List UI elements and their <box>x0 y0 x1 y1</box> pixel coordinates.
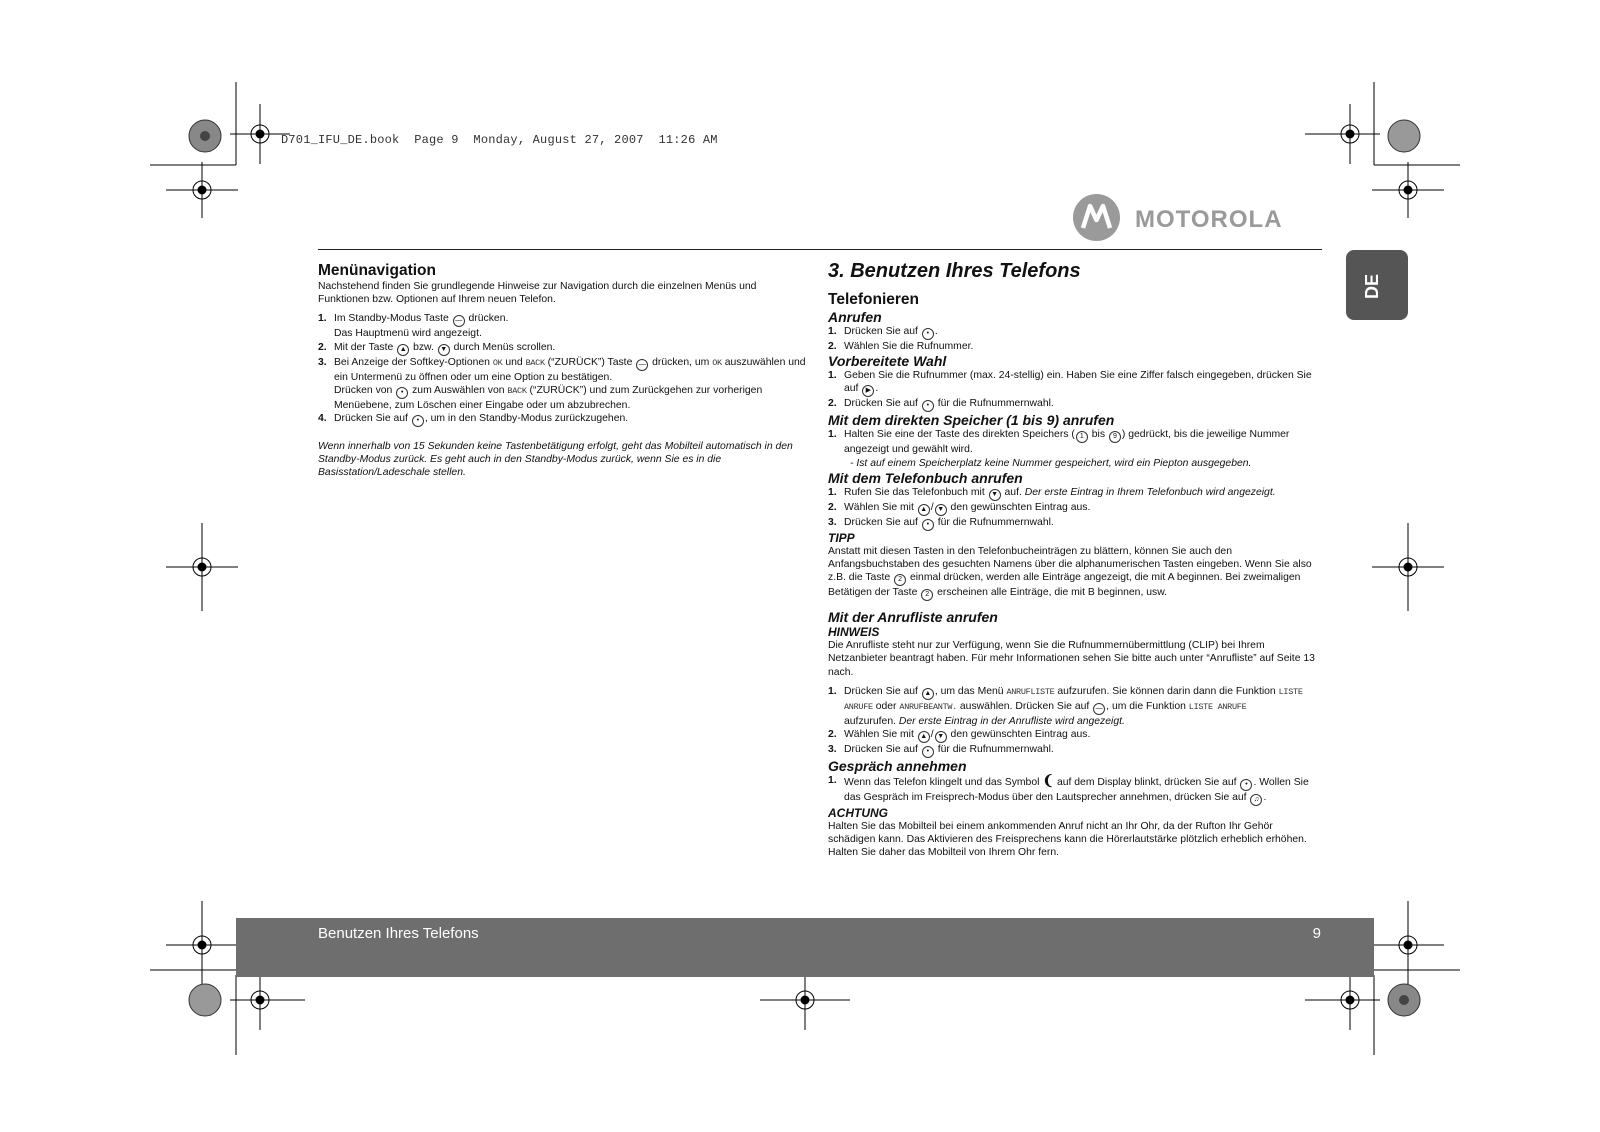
vorbereitet-steps <box>828 369 1322 412</box>
footer-title: Benutzen Ihres Telefons <box>318 925 479 942</box>
subsection-direkter-speicher: Mit dem direkten Speicher (1 bis 9) anrufen <box>828 412 1115 429</box>
hinweis-text: Die Anrufliste steht nur zur Verfügung, wenn Sie die Rufnummernübermittlung (CLIP) bei Ihrem Netzanbieter beantragt haben. Für mehr Informationen sehen Sie bitte auch unter “Anrufliste” auf Seite 13 nach. <box>828 640 1315 678</box>
section-title-telefonieren: Telefonieren <box>828 291 920 308</box>
anrufen-steps <box>828 325 1322 353</box>
list-item: 3. Drücken Sie auf • für die Rufnummernwahl. <box>828 743 1322 758</box>
down-key-icon: ▼ <box>935 731 947 743</box>
right-softkey-icon: • <box>396 387 408 399</box>
end-call-icon: • <box>412 415 424 427</box>
list-item: 1. Drücken Sie auf ▲ , um das Menü ANRUFLISTE aufzurufen. Sie können darin dann die Funktion LISTE ANRUFE oder ANRUFBEANTW. auswählen. Drücken Sie auf — , um die Funktion LISTE ANRUFE aufzurufen. Der erste Eintrag in der Anrufliste wird angezeigt. <box>828 685 1303 727</box>
brand-wordmark: MOTOROLA <box>1135 206 1283 233</box>
talk-key-icon: • <box>1240 779 1252 791</box>
language-tab: DE <box>1346 250 1408 320</box>
telefonbuch-steps <box>828 486 1322 531</box>
down-key-icon: ▼ <box>989 489 1001 501</box>
list-item: 1. Im Standby-Modus Taste — drücken. Das Hauptmenü wird angezeigt. <box>318 313 509 340</box>
talk-key-icon: • <box>922 400 934 412</box>
annehmen-steps <box>828 774 1322 806</box>
up-key-icon: ▲ <box>918 731 930 743</box>
file-info-header: D701_IFU_DE.book Page 9 Monday, August 27, 2007 11:26 AM <box>281 133 718 147</box>
subsection-vorbereitete-wahl: Vorbereitete Wahl <box>828 353 947 370</box>
list-item: 2. Wählen Sie mit ▲ / ▼ den gewünschten Eintrag aus. <box>828 501 1322 516</box>
right-column <box>828 259 1322 860</box>
intro-text: Nachstehend finden Sie grundlegende Hinweise zur Navigation durch die einzelnen Menüs und Funktionen bzw. Optionen auf Ihrem neuen Telefon. <box>318 281 757 306</box>
up-key-icon: ▲ <box>397 344 409 356</box>
talk-key-icon: • <box>922 328 934 340</box>
talk-key-icon: • <box>922 519 934 531</box>
menu-key-icon: — <box>636 359 648 371</box>
list-item: 2. Drücken Sie auf • für die Rufnummernwahl. <box>828 397 1322 412</box>
subsection-telefonbuch: Mit dem Telefonbuch anrufen <box>828 469 1023 486</box>
phone-symbol-icon: ❨ <box>1042 772 1055 789</box>
subsection-anrufen: Anrufen <box>828 309 882 325</box>
key-2-icon: 2 <box>921 589 933 601</box>
list-item: 4. Drücken Sie auf • , um in den Standby-Modus zurückzugehen. <box>318 412 808 427</box>
standby-note: Wenn innerhalb von 15 Sekunden keine Tastenbetätigung erfolgt, geht das Mobilteil automatisch in den Standby-Modus zurück. Es geht auch in den Standby-Modus zurück, wenn Sie es in die Basisstation/Ladeschale stellen. <box>318 441 793 479</box>
speaker-key-icon: ♫ <box>1250 794 1262 806</box>
chapter-title: 3. Benutzen Ihres Telefons <box>828 260 1081 282</box>
talk-key-icon: • <box>922 746 934 758</box>
menu-key-icon: — <box>1093 703 1105 715</box>
direkt-steps <box>828 428 1322 456</box>
key-2-icon: 2 <box>894 574 906 586</box>
hinweis-label: HINWEIS <box>828 625 880 640</box>
down-key-icon: ▼ <box>438 344 450 356</box>
list-item: 1. Rufen Sie das Telefonbuch mit ▼ auf. Der erste Eintrag in Ihrem Telefonbuch wird angezeigt. <box>828 486 1322 501</box>
key-9-icon: 9 <box>1109 431 1121 443</box>
list-item: 2. Wählen Sie die Rufnummer. <box>828 341 974 352</box>
delete-key-icon: ▶ <box>862 385 874 397</box>
list-item: 2. Mit der Taste ▲ bzw. ▼ durch Menüs scrollen. <box>318 341 808 356</box>
key-1-icon: 1 <box>1076 431 1088 443</box>
list-item: 3. Drücken Sie auf • für die Rufnummernwahl. <box>828 516 1322 531</box>
down-key-icon: ▼ <box>935 504 947 516</box>
tipp-label: TIPP <box>828 530 855 545</box>
list-item: 1. Geben Sie die Rufnummer (max. 24-stellig) ein. Haben Sie eine Ziffer falsch eingegeben, drücken Sie auf ▶ . <box>828 369 1322 397</box>
page-number: 9 <box>1312 925 1321 942</box>
achtung-label: ACHTUNG <box>828 806 888 821</box>
anrufliste-steps <box>828 685 1322 758</box>
motorola-emblem-icon <box>1073 194 1120 241</box>
up-key-icon: ▲ <box>922 688 934 700</box>
tipp-text: Anstatt mit diesen Tasten in den Telefonbucheinträgen zu blättern, können Sie auch den Anfangsbuchstaben des gesuchten Namens über die alphanumerischen Tasten eingeben. Wenn Sie also z.B. die Taste 2 einmal drücken, werden alle Einträge angezeigt, die mit A beginnen. Bei zweimaligen Betätigen der Taste 2 erscheinen alle Einträge, die mit B beginnen, usw. <box>828 545 1322 601</box>
list-item: 2. Wählen Sie mit ▲ / ▼ den gewünschten Eintrag aus. <box>828 728 1322 743</box>
page-footer <box>236 918 1374 977</box>
header-rule <box>318 249 1322 250</box>
list-item: 1. Drücken Sie auf • . <box>828 325 1322 340</box>
up-key-icon: ▲ <box>918 504 930 516</box>
subsection-gespraech-annehmen: Gespräch annehmen <box>828 758 967 775</box>
subsection-anrufliste: Mit der Anrufliste anrufen <box>828 609 998 626</box>
left-column <box>318 262 808 480</box>
section-title-menu-navigation: Menünavigation <box>318 262 436 279</box>
list-item: 1. Wenn das Telefon klingelt und das Symbol ❨ auf dem Display blinkt, drücken Sie auf • . Wollen Sie das Gespräch im Freisprech-Modus über den Lautsprecher annehmen, drücken Sie auf ♫ . <box>828 774 1322 806</box>
direkt-subnote: - Ist auf einem Speicherplatz keine Nummer gespeichert, wird ein Piepton ausgegeben. <box>850 457 1252 469</box>
achtung-text: Halten Sie das Mobilteil bei einem ankommenden Anruf nicht an Ihr Ohr, da der Rufton Ihr Gehör schädigen kann. Das Aktivieren des Freisprechens kann die Hörerlautstärke plötzlich erheblich erhöhen. Halten Sie daher das Mobilteil von Ihrem Ohr fern. <box>828 821 1307 859</box>
menu-key-icon: — <box>453 315 465 327</box>
list-item: 1. Halten Sie eine der Taste des direkten Speichers ( 1 bis 9 ) gedrückt, bis die jeweilige Nummer angezeigt und gewählt wird. <box>828 429 1290 456</box>
motorola-logo <box>1073 194 1327 244</box>
menu-steps-list <box>318 312 808 427</box>
list-item: 3. Bei Anzeige der Softkey-Optionen OK und BACK (“ZURÜCK”) Taste — drücken, um OK auszuwählen und ein Untermenü zu öffnen oder um eine Option zu bestätigen. Drücken von • zum Auswählen von BACK (“ZURÜCK”) und zum Zurückgehen zur vorherigen Menüebene, zum Löschen einer Eingabe oder um abzubrechen. <box>318 356 806 411</box>
